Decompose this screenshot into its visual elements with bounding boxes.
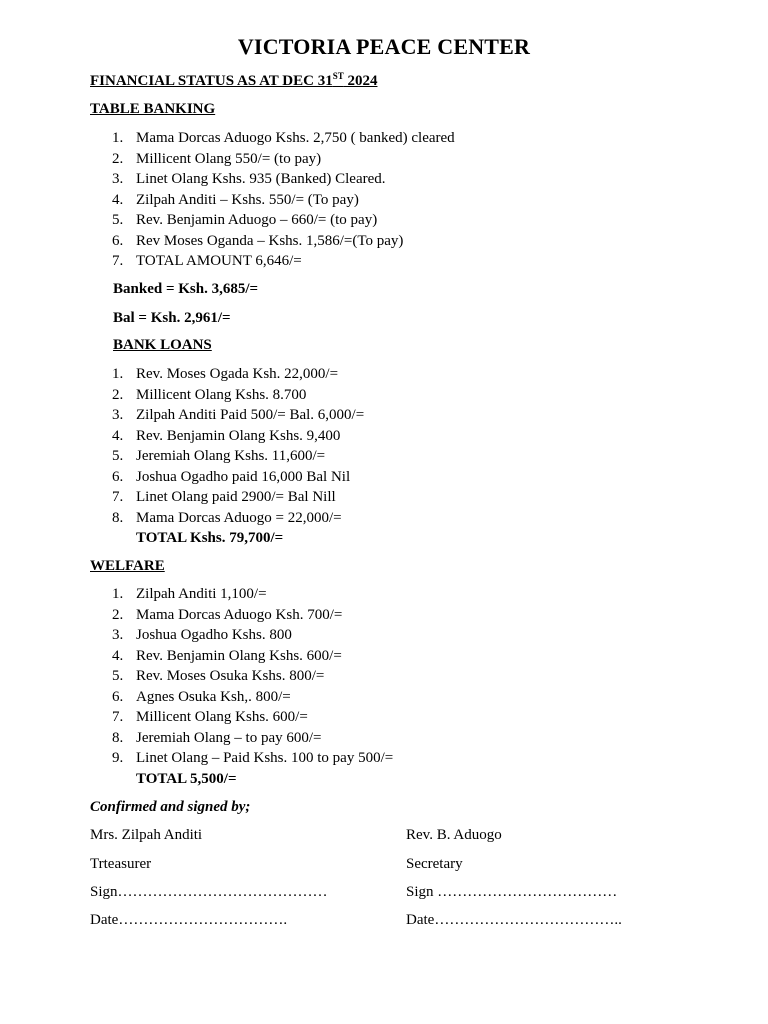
- list-item-text: Rev. Moses Ogada Ksh. 22,000/=: [136, 366, 339, 382]
- list-item: 1. Mama Dorcas Aduogo Kshs. 2,750 ( banked) cleared: [112, 130, 455, 146]
- list-item-text: Millicent Olang Kshs. 8.700: [136, 386, 307, 403]
- financial-status-heading-prefix: FINANCIAL STATUS AS AT DEC 31: [90, 73, 333, 89]
- financial-status-heading: [90, 73, 377, 90]
- list-item: 4. Rev. Benjamin Olang Kshs. 600/=: [112, 647, 342, 664]
- list-item: 5. Jeremiah Olang Kshs. 11,600/=: [112, 448, 326, 464]
- list-item-text: Zilpah Anditi – Kshs. 550/= (To pay): [136, 191, 359, 208]
- table-banking-list: [112, 128, 455, 272]
- list-item: 6. Joshua Ogadho paid 16,000 Bal Nil: [112, 468, 351, 485]
- list-item-text: Rev. Benjamin Aduogo – 660/= (to pay): [136, 212, 378, 228]
- secretary-date-line: Date………………………………..: [406, 912, 622, 928]
- list-item-text: Mama Dorcas Aduogo Ksh. 700/=: [136, 606, 343, 623]
- secretary-role: Secretary: [406, 856, 463, 872]
- list-item-text: Joshua Ogadho paid 16,000 Bal Nil: [136, 468, 351, 485]
- financial-status-heading-sup: ST: [332, 71, 344, 81]
- list-item: 4. Zilpah Anditi – Kshs. 550/= (To pay): [112, 191, 359, 208]
- bank-loans-list: [112, 364, 364, 528]
- welfare-list: [112, 584, 393, 769]
- list-item-text: Rev. Benjamin Olang Kshs. 9,400: [136, 427, 341, 444]
- list-item-text: Rev. Benjamin Olang Kshs. 600/=: [136, 647, 342, 664]
- list-item: 1. Zilpah Anditi 1,100/=: [112, 586, 267, 602]
- welfare-total: TOTAL 5,500/=: [136, 771, 237, 787]
- list-item: 3. Linet Olang Kshs. 935 (Banked) Cleared.: [112, 171, 386, 187]
- treasurer-sign-line: Sign……………………………………: [90, 884, 328, 900]
- list-item: 6. Agnes Osuka Ksh,. 800/=: [112, 688, 291, 705]
- list-item-text: Rev. Moses Osuka Kshs. 800/=: [136, 668, 325, 684]
- list-item: 7. Linet Olang paid 2900/= Bal Nill: [112, 489, 336, 505]
- list-item-text: Linet Olang Kshs. 935 (Banked) Cleared.: [136, 171, 386, 187]
- list-item: 8. Mama Dorcas Aduogo = 22,000/=: [112, 509, 342, 526]
- list-item: 2. Millicent Olang 550/= (to pay): [112, 150, 322, 167]
- table-banking-heading: TABLE BANKING: [90, 101, 216, 117]
- list-item-text: Millicent Olang Kshs. 600/=: [136, 709, 308, 725]
- bank-loans-heading: BANK LOANS: [113, 337, 212, 353]
- list-item-text: Linet Olang paid 2900/= Bal Nill: [136, 489, 336, 505]
- bank-loans-total: TOTAL Kshs. 79,700/=: [136, 530, 284, 546]
- treasurer-name: Mrs. Zilpah Anditi: [90, 827, 203, 843]
- list-item: 1. Rev. Moses Ogada Ksh. 22,000/=: [112, 366, 339, 382]
- list-item: 2. Mama Dorcas Aduogo Ksh. 700/=: [112, 606, 343, 623]
- list-item-text: Zilpah Anditi 1,100/=: [136, 586, 267, 602]
- balance-amount: Bal = Ksh. 2,961/=: [113, 310, 231, 326]
- list-item: 6. Rev Moses Oganda – Kshs. 1,586/=(To pay): [112, 232, 404, 249]
- list-item-text: Jeremiah Olang Kshs. 11,600/=: [136, 448, 326, 464]
- list-item-text: Millicent Olang 550/= (to pay): [136, 150, 322, 167]
- list-item-text: Mama Dorcas Aduogo Kshs. 2,750 ( banked) cleared: [136, 130, 455, 146]
- list-item-text: Linet Olang – Paid Kshs. 100 to pay 500/=: [136, 750, 394, 766]
- list-item: 4. Rev. Benjamin Olang Kshs. 9,400: [112, 427, 341, 444]
- list-item: 8. Jeremiah Olang – to pay 600/=: [112, 729, 322, 746]
- confirmed-signed-label: Confirmed and signed by;: [90, 799, 251, 815]
- list-item: 3. Joshua Ogadho Kshs. 800: [112, 627, 292, 643]
- list-item: 7. TOTAL AMOUNT 6,646/=: [112, 253, 302, 269]
- welfare-heading: WELFARE: [90, 558, 165, 574]
- treasurer-date-line: Date…………………………….: [90, 912, 288, 928]
- list-item-text: Mama Dorcas Aduogo = 22,000/=: [136, 509, 342, 526]
- list-item: 2. Millicent Olang Kshs. 8.700: [112, 386, 307, 403]
- list-item-text: TOTAL AMOUNT 6,646/=: [136, 253, 302, 269]
- document-title: VICTORIA PEACE CENTER: [237, 34, 531, 59]
- secretary-sign-line: Sign ………………………………: [406, 884, 618, 900]
- list-item-text: Joshua Ogadho Kshs. 800: [136, 627, 292, 643]
- secretary-name: Rev. B. Aduogo: [406, 827, 502, 843]
- list-item: 3. Zilpah Anditi Paid 500/= Bal. 6,000/=: [112, 407, 365, 423]
- list-item-text: Agnes Osuka Ksh,. 800/=: [136, 688, 291, 705]
- list-item: 5. Rev. Moses Osuka Kshs. 800/=: [112, 668, 325, 684]
- list-item: 7. Millicent Olang Kshs. 600/=: [112, 709, 308, 725]
- financial-status-heading-suffix: 2024: [343, 73, 378, 89]
- list-item: 9. Linet Olang – Paid Kshs. 100 to pay 500/=: [112, 750, 394, 766]
- list-item-text: Jeremiah Olang – to pay 600/=: [136, 729, 322, 746]
- treasurer-role: Trteasurer: [90, 856, 152, 872]
- list-item: 5. Rev. Benjamin Aduogo – 660/= (to pay): [112, 212, 378, 228]
- list-item-text: Zilpah Anditi Paid 500/= Bal. 6,000/=: [136, 407, 365, 423]
- banked-amount: Banked = Ksh. 3,685/=: [113, 281, 259, 297]
- list-item-text: Rev Moses Oganda – Kshs. 1,586/=(To pay): [136, 232, 404, 249]
